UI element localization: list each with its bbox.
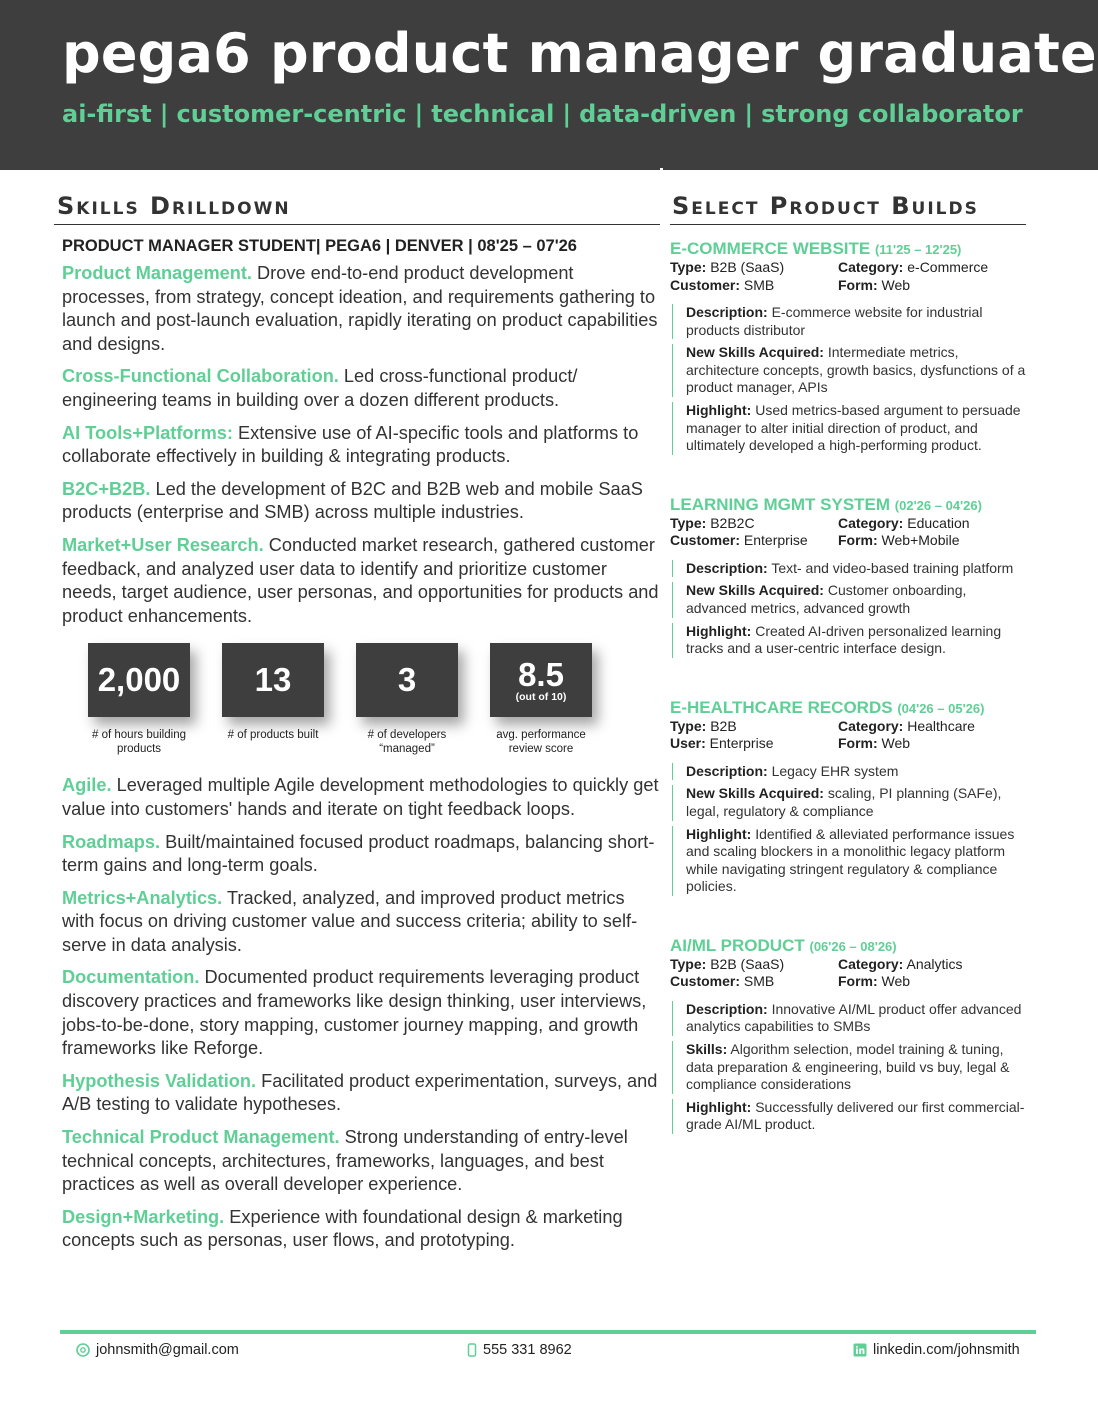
skill-paragraph [62, 966, 660, 1060]
meta-field [838, 532, 1026, 550]
bullet-key: Description: [686, 304, 768, 320]
meta-key: Type: [670, 259, 707, 275]
build-meta [670, 718, 1026, 753]
skill-paragraph [62, 774, 660, 821]
stat-tile [356, 643, 452, 756]
email-icon [76, 1343, 90, 1357]
email-text[interactable]: johnsmith@gmail.com [96, 1342, 239, 1358]
footer-email[interactable] [76, 1342, 239, 1358]
header-banner [0, 0, 1098, 170]
tagline-item: ai-first [62, 100, 152, 128]
build-meta [670, 515, 1026, 550]
build-bullet [672, 623, 1026, 658]
skill-name: Market+User Research. [62, 534, 264, 555]
bullet-text: Legacy EHR system [767, 762, 899, 779]
footer-linkedin[interactable] [853, 1342, 1020, 1358]
meta-value: Web [877, 973, 911, 990]
meta-value: B2B (SaaS) [706, 259, 785, 275]
build-bullets [670, 1001, 1026, 1134]
meta-key: Type: [670, 514, 707, 531]
build-name: AI/ML PRODUCT [670, 935, 805, 955]
build-title [670, 495, 1026, 515]
bullet-text: Text- and video-based training platform [767, 559, 1014, 576]
meta-value: B2B [706, 717, 737, 734]
meta-value: SMB [740, 973, 775, 990]
meta-field [838, 515, 1026, 533]
skill-text: Leveraged multiple Agile development methodologies to quickly get value into customers' hands and iterate on tight feedback loops. [62, 775, 659, 819]
build-bullet [672, 560, 1026, 578]
stat-label: # of developers “managed” [367, 729, 447, 756]
meta-value: Healthcare [903, 717, 975, 734]
tagline-separator: | [159, 100, 169, 128]
skill-text: Experience with foundational design & marketing concepts such as personas, user flows, and prototyping. [62, 1206, 623, 1251]
header-divider-mark [660, 168, 663, 172]
build-bullets [670, 560, 1026, 658]
build-bullet [672, 1099, 1026, 1134]
stat-tile [222, 643, 318, 756]
builds-list [670, 239, 1026, 1134]
meta-value: e-Commerce [903, 259, 989, 275]
build-date: (06'26 – 08'26) [809, 938, 897, 954]
meta-key: Category: [838, 514, 904, 531]
skill-text: Led cross-functional product/ engineering teams in building over a dozen different products. [62, 366, 578, 410]
bullet-key: New Skills Acquired: [686, 785, 824, 802]
page-title: pega6 product manager graduate [62, 22, 1097, 85]
build-bullet [672, 1041, 1026, 1094]
meta-value: Web+Mobile [877, 532, 960, 549]
bullet-key: Highlight: [686, 825, 752, 842]
skill-name: B2C+B2B. [62, 478, 151, 499]
build-bullets [670, 304, 1026, 455]
build-name: LEARNING MGMT SYSTEM [670, 494, 891, 514]
build-name: E-COMMERCE WEBSITE [670, 239, 871, 258]
bullet-key: Description: [686, 1000, 768, 1017]
meta-field [670, 259, 838, 277]
build-bullet [672, 785, 1026, 820]
skill-text: Led the development of B2C and B2B web and mobile SaaS products (enterprise and SMB) across multiple industries. [62, 478, 643, 523]
phone-icon [467, 1343, 477, 1357]
builds-column [670, 192, 1026, 1139]
bullet-text: E-commerce website for industrial products distributor [686, 304, 983, 338]
meta-key: Customer: [670, 532, 741, 549]
bullet-text: Algorithm selection, model training & tuning, data preparation & engineering, build vs buy, legal & compliance considerations [686, 1041, 1010, 1093]
build-bullet [672, 344, 1026, 397]
meta-key: Form: [838, 276, 878, 293]
stat-box [88, 643, 190, 717]
bullet-text: Successfully delivered our first commercial-grade AI/ML product. [686, 1098, 1025, 1133]
skill-name: Cross-Functional Collaboration. [62, 366, 339, 387]
build-title [670, 698, 1026, 718]
meta-key: Customer: [670, 276, 741, 293]
skill-paragraph [62, 422, 660, 469]
meta-value: Education [903, 514, 970, 531]
skill-name: Product Management. [62, 263, 252, 283]
tagline-item: customer-centric [176, 100, 407, 128]
bullet-text: Innovative AI/ML product offer advanced analytics capabilities to SMBs [686, 1000, 1022, 1035]
stat-subtext: (out of 10) [515, 691, 567, 704]
skill-name: Agile. [62, 775, 112, 796]
stat-box [222, 643, 324, 717]
linkedin-text[interactable]: linkedin.com/johnsmith [873, 1342, 1020, 1358]
meta-field [670, 532, 838, 550]
phone-text[interactable]: 555 331 8962 [483, 1342, 572, 1358]
meta-value: SMB [740, 276, 775, 293]
skills-list-bottom [62, 774, 660, 1253]
footer-phone[interactable] [467, 1342, 572, 1358]
build-bullet [672, 582, 1026, 617]
skill-paragraph [62, 478, 660, 525]
build-title [670, 936, 1026, 956]
skill-text: Extensive use of AI-specific tools and platforms to collaborate effectively in building & integrating products. [62, 422, 639, 467]
meta-field [670, 735, 838, 753]
meta-key: Form: [838, 532, 878, 549]
tagline-item: technical [431, 100, 555, 128]
tagline-separator: | [414, 100, 424, 128]
skill-paragraph [62, 534, 660, 628]
skill-name: Technical Product Management. [62, 1127, 340, 1148]
tagline-separator: | [562, 100, 572, 128]
build-bullet [672, 1001, 1026, 1036]
bullet-key: Skills: [686, 1041, 728, 1058]
meta-field [670, 956, 838, 974]
skill-name: Documentation. [62, 967, 200, 988]
skill-name: Roadmaps. [62, 831, 161, 852]
meta-value: Enterprise [705, 735, 774, 752]
build-bullets [670, 763, 1026, 896]
skills-list-top [62, 262, 660, 628]
stat-tile [88, 643, 184, 756]
skill-text: Drove end-to-end product development processes, from strategy, concept ideation, and requirements gathering to launch and post-launch evaluation, rapidly iterating on product capabilities and designs. [62, 263, 658, 354]
meta-value: Web [877, 276, 911, 293]
bullet-key: Highlight: [686, 1098, 752, 1115]
tagline [62, 100, 1023, 128]
meta-value: Analytics [903, 955, 963, 972]
meta-key: Category: [838, 955, 904, 972]
build-bullet [672, 304, 1026, 339]
product-build [670, 239, 1026, 455]
skill-paragraph [62, 365, 660, 412]
meta-field [838, 277, 1026, 295]
meta-field [670, 973, 838, 991]
build-date: (11'25 – 12'25) [874, 242, 962, 257]
meta-field [838, 973, 1026, 991]
tagline-item: strong collaborator [761, 100, 1023, 128]
meta-key: Customer: [670, 973, 741, 990]
stat-value: 2,000 [97, 661, 181, 699]
skill-name: AI Tools+Platforms: [62, 422, 233, 443]
stat-value: 8.5 [518, 656, 564, 694]
meta-key: Category: [838, 717, 904, 734]
meta-field [838, 956, 1026, 974]
skill-paragraph [62, 831, 660, 878]
product-build [670, 936, 1026, 1134]
meta-field [838, 718, 1026, 736]
meta-field [670, 515, 838, 533]
build-date: (02'26 – 04'26) [894, 497, 982, 513]
bullet-text: Used metrics-based argument to persuade manager to alter initial direction of product, and ultimately developed a high-performing product. [686, 401, 1021, 454]
build-bullet [672, 402, 1026, 455]
skill-paragraph [62, 1126, 660, 1197]
build-meta [670, 259, 1026, 294]
meta-key: User: [670, 735, 706, 752]
meta-field [670, 277, 838, 295]
bullet-key: Highlight: [686, 622, 752, 639]
linkedin-icon [853, 1343, 867, 1357]
meta-key: Type: [670, 955, 707, 972]
tagline-item: data-driven [579, 100, 737, 128]
skill-paragraph [62, 1070, 660, 1117]
product-build [670, 698, 1026, 896]
meta-value: B2B2C [706, 514, 755, 531]
build-bullet [672, 826, 1026, 896]
builds-section-title: Select Product Builds [670, 192, 1026, 225]
bullet-key: Highlight: [686, 401, 752, 418]
skill-name: Hypothesis Validation. [62, 1070, 257, 1091]
skill-text: Documented product requirements leveraging product discovery practices and frameworks like design thinking, user interviews, jobs-to-be-done, story mapping, customer journey mapping, and growth frameworks like Reforge. [62, 967, 647, 1059]
tagline-separator: | [744, 100, 754, 128]
build-date: (04'26 – 05'26) [897, 700, 985, 716]
meta-key: Form: [838, 735, 878, 752]
skill-text: Strong understanding of entry-level technical concepts, architectures, frameworks, languages, and best practices as well as overall developer experience. [62, 1127, 628, 1195]
bullet-key: New Skills Acquired: [686, 344, 824, 361]
bullet-text: scaling, PI planning (SAFe), legal, regulatory & compliance [686, 785, 1002, 819]
skill-name: Metrics+Analytics. [62, 887, 223, 908]
role-line: PRODUCT MANAGER STUDENT| PEGA6 | DENVER | 08'25 – 07'26 [62, 237, 577, 255]
skill-text: Conducted market research, gathered customer feedback, and analyzed user data to identify and prioritize customer needs, target audience, user personas, and opportunities for products and product enhancements. [62, 534, 659, 626]
build-title [670, 239, 1026, 259]
meta-key: Form: [838, 973, 878, 990]
stat-box [356, 643, 458, 717]
bullet-text: Created AI-driven personalized learning tracks and a user-centric interface design. [686, 622, 1002, 657]
meta-value: B2B (SaaS) [706, 955, 785, 972]
stat-box [490, 643, 592, 717]
skill-paragraph [62, 887, 660, 958]
skill-text: Built/maintained focused product roadmaps, balancing short-term gains and long-term goals. [62, 831, 655, 876]
meta-field [838, 259, 1026, 277]
bullet-key: Description: [686, 559, 768, 576]
stat-value: 13 [254, 661, 292, 699]
skill-paragraph [62, 262, 660, 356]
meta-field [670, 718, 838, 736]
stat-tile [490, 643, 586, 756]
build-name: E-HEALTHCARE RECORDS [670, 697, 893, 717]
bullet-key: Description: [686, 762, 768, 779]
bullet-text: Identified & alleviated performance issues and scaling blockers in a monolithic legacy platform while navigating stringent regulatory & compliance policies. [686, 825, 1015, 895]
skill-name: Design+Marketing. [62, 1206, 225, 1227]
skills-column [57, 192, 660, 1262]
bullet-text: Customer onboarding, advanced metrics, advanced growth [686, 582, 967, 616]
build-bullet [672, 763, 1026, 781]
meta-value: Web [877, 735, 911, 752]
meta-value: Enterprise [740, 532, 808, 549]
stat-label: # of hours building products [92, 729, 186, 756]
footer-divider [60, 1330, 1036, 1334]
bullet-text: Intermediate metrics, architecture concepts, growth basics, dysfunctions of a product manager, APIs [686, 344, 1026, 396]
meta-key: Category: [838, 259, 904, 275]
stat-value: 3 [397, 661, 417, 699]
build-meta [670, 956, 1026, 991]
skill-text: Tracked, analyzed, and improved product metrics with focus on driving customer value and success criteria; ability to self-serve in data analysis. [62, 887, 638, 955]
skill-paragraph [62, 1206, 660, 1253]
meta-field [838, 735, 1026, 753]
skills-section-title: Skills Drilldown [54, 192, 660, 225]
stat-label: avg. performance review score [496, 729, 586, 756]
stats-row [88, 643, 660, 756]
skill-text: Facilitated product experimentation, surveys, and A/B testing to validate hypotheses. [62, 1070, 658, 1115]
bullet-key: New Skills Acquired: [686, 582, 824, 599]
meta-key: Type: [670, 717, 707, 734]
product-build [670, 495, 1026, 658]
stat-label: # of products built [227, 729, 319, 742]
